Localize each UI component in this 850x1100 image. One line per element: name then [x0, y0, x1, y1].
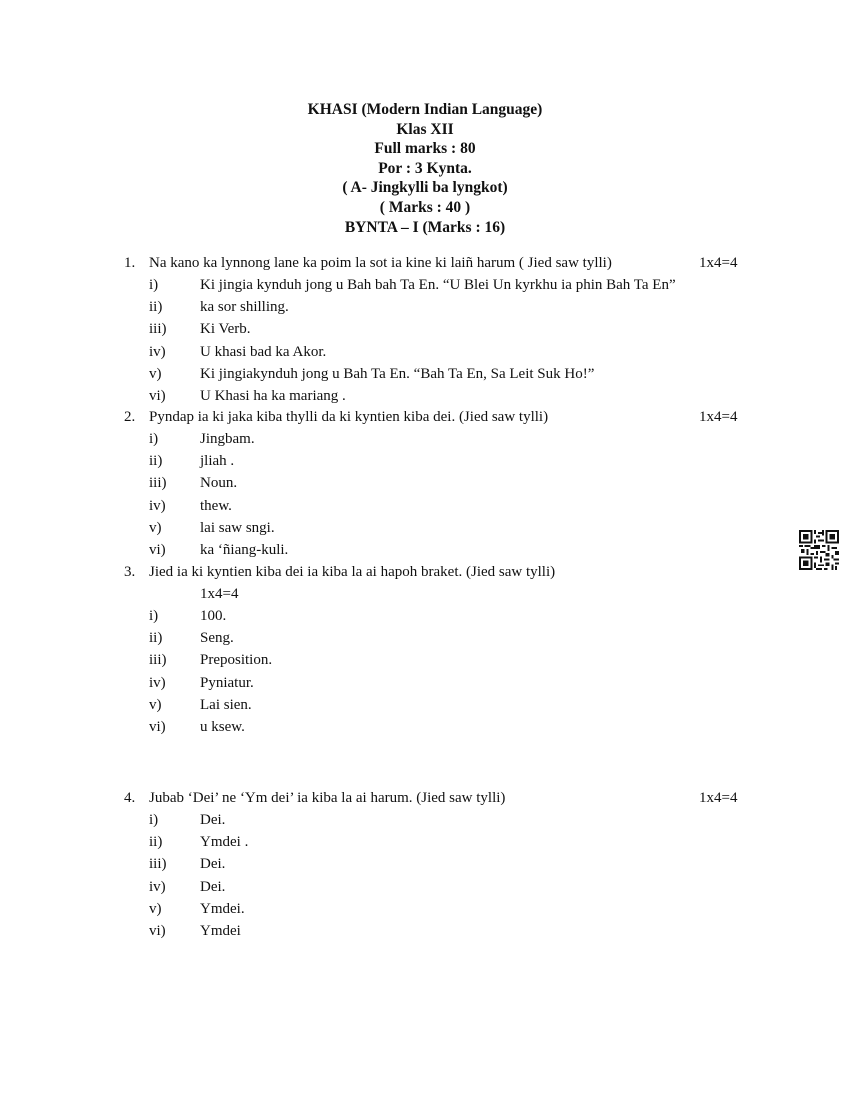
question-number: 4. — [124, 790, 136, 806]
list-item: vi) Ymdei — [149, 922, 241, 939]
list-item: iii) Noun. — [149, 475, 238, 492]
list-item: iii) Dei. — [149, 856, 226, 873]
question-marks: 1x4=4 — [699, 409, 738, 425]
question-text: Jubab ‘Dei’ ne ‘Ym dei’ ia kiba la ai harum. (Jied saw tylli) — [149, 790, 506, 806]
list-item: iv) Dei. — [149, 878, 226, 895]
list-item: i) Jingbam. — [149, 431, 255, 447]
list-item: v) Lai sien. — [149, 696, 252, 713]
question-1 — [0, 252, 850, 407]
list-item: v) Ymdei. — [149, 900, 245, 917]
question-marks: 1x4=4 — [699, 255, 738, 271]
list-item: i) Ki jingia kynduh jong u Bah bah Ta En. “U Blei Un kyrkhu ia phin Bah Ta En” — [149, 277, 676, 293]
list-item: iii) Preposition. — [149, 652, 273, 669]
question-text: Pyndap ia ki jaka kiba thylli da ki kyntien kiba dei. (Jied saw tylli) — [149, 409, 549, 425]
question-marks: 1x4=4 — [200, 586, 239, 602]
qr-code-icon — [799, 530, 839, 570]
list-item: vi) ka ‘ñiang-kuli. — [149, 541, 289, 558]
list-item: ii) jliah . — [149, 453, 235, 470]
list-item: i) 100. — [149, 608, 227, 624]
list-item: vi) U Khasi ha ka mariang . — [149, 387, 346, 404]
list-item: ii) Ymdei . — [149, 834, 249, 851]
class-label: Klas XII — [396, 120, 454, 138]
document-header — [0, 100, 850, 237]
list-item: iv) thew. — [149, 497, 232, 514]
question-2 — [0, 406, 850, 561]
subject-title: KHASI (Modern Indian Language) — [307, 101, 543, 118]
list-item: ii) Seng. — [149, 630, 234, 647]
section-label: ( A- Jingkylli ba lyngkot) — [342, 179, 508, 197]
section-marks: ( Marks : 40 ) — [379, 198, 471, 216]
list-item: iv) Pyniatur. — [149, 674, 254, 691]
list-item: iii) Ki Verb. — [149, 321, 251, 338]
duration: Por : 3 Kynta. — [378, 159, 472, 177]
question-4 — [0, 787, 850, 942]
list-item: v) Ki jingiakynduh jong u Bah Ta En. “Bah Ta En, Sa Leit Suk Ho!” — [149, 365, 595, 382]
list-item: ii) ka sor shilling. — [149, 299, 289, 316]
question-number: 2. — [124, 409, 136, 425]
list-item: v) lai saw sngi. — [149, 519, 275, 536]
list-item: i) Dei. — [149, 812, 226, 828]
question-text: Jied ia ki kyntien kiba dei ia kiba la ai hapoh braket. (Jied saw tylli) — [149, 564, 556, 580]
question-number: 1. — [124, 255, 136, 271]
full-marks: Full marks : 80 — [374, 140, 476, 158]
list-item: iv) U khasi bad ka Akor. — [149, 343, 327, 360]
question-3 — [0, 561, 850, 738]
question-marks: 1x4=4 — [699, 790, 738, 806]
question-text: Na kano ka lynnong lane ka poim la sot ia kine ki laiñ harum ( Jied saw tylli) — [149, 255, 612, 271]
list-item: vi) u ksew. — [149, 718, 245, 735]
question-number: 3. — [124, 564, 136, 580]
part-label: BYNTA – I (Marks : 16) — [344, 218, 506, 236]
